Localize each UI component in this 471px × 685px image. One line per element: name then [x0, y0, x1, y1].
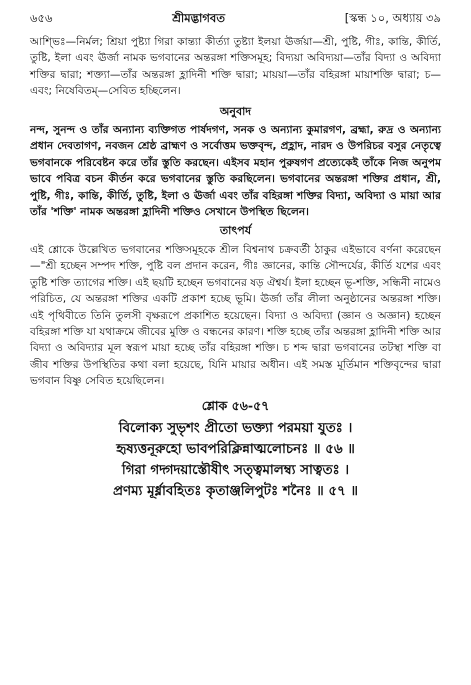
translation-paragraph: নন্দ, সুনন্দ ও তাঁর অন্যান্য ব্যক্তিগত পার্ষদগণ, সনক ও অন্যান্য কুমারগণ, ব্রহ্মা, রুদ্র ও অন্যান্য প্রধান দেবতাগণ, নবজন শ্রেষ্ঠ ব্রাহ্মণ ও সর্বোত্তম ভক্তবৃন্দ, প্রহ্লাদ, নারদ ও উপরিচর বসুর নেতৃত্বে ভগবানকে পরিবেষ্টন করে তাঁর স্তুতি করছেন। এইসব মহান পুরুষগণ প্রত্যেকেই তাঁকে নিজ অনুপম ভাবে পবিত্র বচন কীর্তন করে ভগবানের স্তুতি করছিলেন। ভগবানের অন্তরঙ্গা শক্তির প্রধান, শ্রী, পুষ্টি, গীঃ, কান্তি, কীর্তি, তুষ্টি, ইলা ও ঊর্জা এবং তাঁর বহিরঙ্গা শক্তির বিদ্যা, অবিদ্যা ও মায়া আর তাঁর 'শক্তি' নামক অন্তরঙ্গা হ্লাদিনী শক্তিও সেখানে উপস্থিত ছিলেন। [30, 124, 441, 219]
synonyms-paragraph: আশ্ভিঃ—নির্মল; শ্রিয়া পুষ্ট্যা গিরা কান্ত্যা কীর্ত্যা তুষ্ট্যা ইলয়া ঊর্জয়া—শ্রী, পুষ্টি, গীঃ, কান্তি, কীর্তি, তুষ্টি, ইলা এবং ঊর্জা নামক ভগবানের অন্তরঙ্গা শক্তিসমূহ; বিদ্যয়া অবিদ্যয়া—তাঁর বিদ্যা ও অবিদ্যা শক্তির দ্বারা; শক্ত্যা—তাঁর অন্তরঙ্গা হ্লাদিনী শক্তি দ্বারা; মায়য়া—তাঁর বহিরঙ্গা মায়াশক্তি দ্বারা; চ—এবং; নিষেবিতম্—সেবিত হচ্ছিলেন। [30, 36, 442, 98]
verse-line: বিলোক্য সুভৃশং প্রীতো ভক্ত্যা পরময়া যুতঃ । [118, 420, 353, 436]
verse-title: শ্লোক ৫৬-৫৭ [201, 397, 270, 413]
purport-heading: তাৎপর্য [219, 224, 252, 238]
verse-line: হৃষ্যত্তনূরুহো ভাবপরিক্লিন্নাত্মলোচনঃ ॥ ৫৬ ॥ [116, 441, 355, 457]
page-header [30, 10, 441, 28]
verse-line: গিরা গদ্গদয়াস্তৌষীৎ সত্ত্বমালম্ব্য সাত্বতঃ । [121, 462, 350, 478]
book-title: শ্রীমদ্ভাগবত [172, 11, 225, 25]
translation-heading: অনুবাদ [219, 104, 252, 118]
verse-line: প্রণম্য মূর্ধ্নাবহিতঃ কৃতাঞ্জলিপুটঃ শনৈঃ ॥ ৫৭ ॥ [113, 483, 358, 499]
purport-paragraph: এই শ্লোকে উল্লেখিত ভগবানের শক্তিসমূহকে শ্রীল বিশ্বনাথ চক্রবর্তী ঠাকুর এইভাবে বর্ণনা করেছেন—"শ্রী হচ্ছেন সম্পদ শক্তি, পুষ্টি বল প্রদান করেন, গীঃ জ্ঞানের, কান্তি সৌন্দর্যের, কীর্তি যশের এবং তুষ্টি শক্তি ত্যাগের শক্তি। এই ছয়টি হচ্ছেন ভগবানের ষড় ঐশ্বর্য। ইলা হচ্ছেন ভূ-শক্তি, সন্ধিনী নামেও পরিচিত, যে অন্তরঙ্গা শক্তির একটি প্রকাশ হচ্ছে ভূমি। ঊর্জা তাঁর লীলা অনুষ্ঠানের অন্তরঙ্গা শক্তি। এই পৃথিবীতে তিনি তুলসী বৃক্ষরূপে প্রকাশিত হয়েছেন। বিদ্যা ও অবিদ্যা (জ্ঞান ও অজ্ঞান) হচ্ছেন বহিরঙ্গা শক্তি যা যথাক্রমে জীবের মুক্তি ও বন্ধনের কারণ। শক্তি হচ্ছে তাঁর অন্তরঙ্গা হ্লাদিনী শক্তি আর বিদ্যা ও অবিদ্যার মূল স্বরূপ মায়া হচ্ছে তাঁর বহিরঙ্গা শক্তি। চ শব্দ দ্বারা ভগবানের তটস্থা শক্তি বা জীব শক্তির উপস্থিতির কথা বলা হয়েছে, যিনি মায়ার অধীন। এই সমস্ত মূর্তিমান শক্তিবৃন্দের দ্বারা ভগবান বিষ্ণু সেবিত হয়েছিলেন। [30, 243, 441, 388]
chapter-reference: [স্কন্ধ ১০, অধ্যায় ৩৯ [344, 11, 441, 25]
page-number: ৬৫৬ [30, 11, 53, 25]
